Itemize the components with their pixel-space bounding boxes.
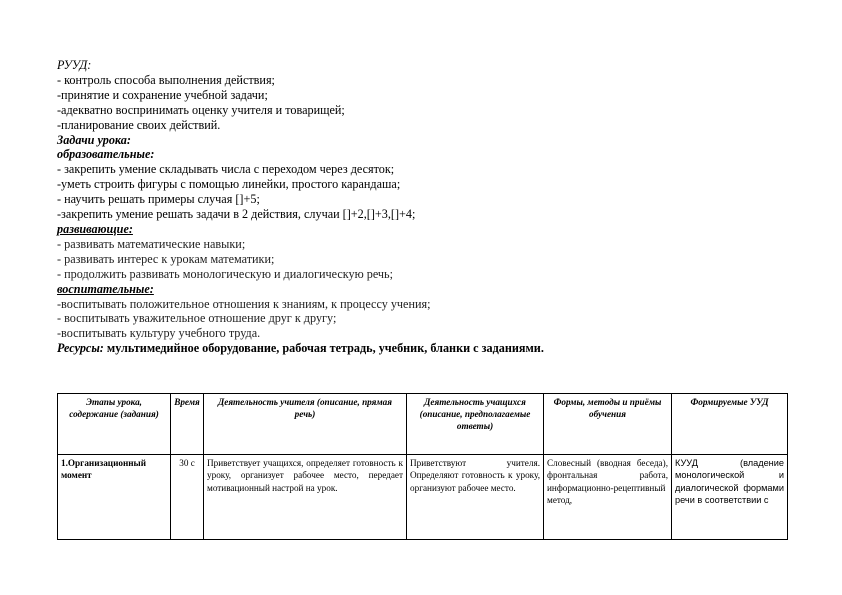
header-uud: Формируемые УУД <box>672 394 788 455</box>
ruud-heading: РУУД: <box>57 58 92 72</box>
educational-item-1: - закрепить умение складывать числа с переходом через десяток; <box>57 162 395 177</box>
ruud-item-2: -принятие и сохранение учебной задачи; <box>57 87 268 102</box>
lesson-goals-heading: Задачи урока: <box>57 132 131 147</box>
cell-time: 30 с <box>171 455 204 540</box>
cell-uud: КУУД (владение монологической и диалогической формами речи в соответствии с <box>672 455 788 540</box>
developmental-heading: развивающие: <box>57 221 133 236</box>
header-stage: Этапы урока, содержание (задания) <box>58 394 171 455</box>
ruud-item-1: - контроль способа выполнения действия; <box>57 72 275 87</box>
header-methods: Формы, методы и приёмы обучения <box>544 394 672 455</box>
ruud-item-3: -адекватно воспринимать оценку учителя и товарищей; <box>57 102 345 117</box>
developmental-item-2: - развивать интерес к урокам математики; <box>57 251 275 266</box>
educational-item-2: -уметь строить фигуры с помощью линейки, простого карандаша; <box>57 177 401 192</box>
resources-line <box>57 341 787 356</box>
cell-teacher-activity: Приветствует учащихся, определяет готовность к уроку, организует рабочее место, передает мотивационный настрой на урок. <box>204 455 407 540</box>
educational-item-3: - научить решать примеры случая []+5; <box>57 192 260 207</box>
ruud-item-4: -планирование своих действий. <box>57 117 221 132</box>
upbringing-item-3: -воспитывать культуру учебного труда. <box>57 326 261 341</box>
lesson-stages-table <box>57 393 788 540</box>
upbringing-heading: воспитательные: <box>57 281 154 296</box>
cell-methods: Словесный (вводная беседа), фронтальная работа, информационно-рецептивный метод, <box>544 455 672 540</box>
resources-text: мультимедийное оборудование, рабочая тетрадь, учебник, бланки с заданиями. <box>103 341 544 356</box>
developmental-item-1: - развивать математические навыки; <box>57 236 246 251</box>
developmental-item-3: - продолжить развивать монологическую и диалогическую речь; <box>57 266 393 281</box>
table-row <box>58 455 788 540</box>
header-teacher-activity: Деятельность учителя (описание, прямая речь) <box>204 394 407 455</box>
upbringing-item-1: -воспитывать положительное отношения к знаниям, к процессу учения; <box>57 296 431 311</box>
resources-label: Ресурсы: <box>57 341 104 356</box>
lesson-plan-text <box>57 58 787 356</box>
educational-item-4: -закрепить умение решать задачи в 2 действия, случаи []+2,[]+3,[]+4; <box>57 207 416 222</box>
educational-heading: образовательные: <box>57 147 155 162</box>
cell-student-activity: Приветствуют учителя. Определяют готовность к уроку, организуют рабочее место. <box>407 455 544 540</box>
header-student-activity: Деятельность учащихся (описание, предполагаемые ответы) <box>407 394 544 455</box>
upbringing-item-2: - воспитывать уважительное отношение друг к другу; <box>57 311 337 326</box>
table-header-row <box>58 394 788 455</box>
cell-stage: 1.Организационный момент <box>58 455 171 540</box>
header-time: Время <box>171 394 204 455</box>
